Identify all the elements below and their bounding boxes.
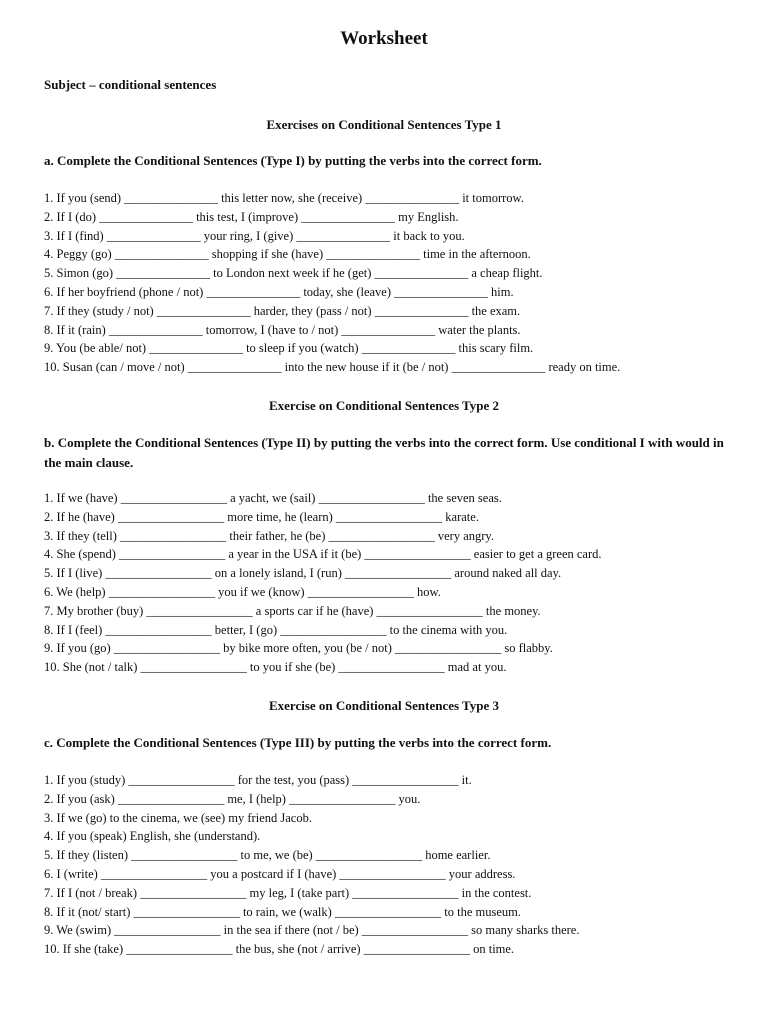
page-title: Worksheet <box>340 28 428 49</box>
exercise-item: 9. If you (go) _________________ by bike more often, you (be / not) _________________ so flabby. <box>44 641 553 656</box>
exercise-item: 5. If I (live) _________________ on a lonely island, I (run) _________________ around naked all day. <box>44 566 562 581</box>
exercise-item: 6. If her boyfriend (phone / not) _______________ today, she (leave) _______________ him. <box>44 284 514 299</box>
section-3-instruction: c. Complete the Conditional Sentences (Type III) by putting the verbs into the correct form. <box>44 735 552 750</box>
exercise-item: 8. If I (feel) _________________ better, I (go) _________________ to the cinema with you. <box>44 622 508 637</box>
exercise-item: 6. We (help) _________________ you if we (know) _________________ how. <box>44 584 441 599</box>
exercise-item: 7. If they (study / not) _______________ harder, they (pass / not) _______________ the exam. <box>44 303 521 318</box>
exercise-item: 8. If it (not/ start) _________________ to rain, we (walk) _________________ to the museum. <box>44 904 522 919</box>
exercise-item: 10. If she (take) _________________ the bus, she (not / arrive) _________________ on time. <box>44 942 515 957</box>
exercise-item: 5. If they (listen) _________________ to me, we (be) _________________ home earlier. <box>44 848 491 863</box>
exercise-item: 10. She (not / talk) _________________ to you if she (be) _________________ mad at you. <box>44 660 507 675</box>
exercise-item: 9. We (swim) _________________ in the sea if there (not / be) _________________ so many sharks there. <box>44 923 580 938</box>
exercise-item: 2. If you (ask) _________________ me, I (help) _________________ you. <box>44 791 421 806</box>
section-1-heading: Exercises on Conditional Sentences Type 1 <box>266 117 502 132</box>
exercise-item: 2. If I (do) _______________ this test, I (improve) _______________ my English. <box>44 209 459 224</box>
exercise-item: 7. If I (not / break) _________________ my leg, I (take part) _________________ in the contest. <box>44 885 532 900</box>
exercise-item: 2. If he (have) _________________ more time, he (learn) _________________ karate. <box>44 509 479 524</box>
exercise-item: 3. If I (find) _______________ your ring, I (give) _______________ it back to you. <box>44 228 465 243</box>
exercise-item: 1. If you (study) _________________ for the test, you (pass) _________________ it. <box>44 773 472 787</box>
exercise-item: 6. I (write) _________________ you a postcard if I (have) _________________ your address. <box>44 866 516 881</box>
exercise-item: 3. If they (tell) _________________ their father, he (be) _________________ very angry. <box>44 528 494 543</box>
section-3-exercise-list <box>44 771 579 959</box>
exercise-item: 4. She (spend) _________________ a year in the USA if it (be) _________________ easier to get a green card. <box>44 547 602 562</box>
exercise-item: 4. Peggy (go) _______________ shopping if she (have) _______________ time in the afternoon. <box>44 247 531 262</box>
section-3-heading: Exercise on Conditional Sentences Type 3 <box>268 698 500 713</box>
exercise-item: 8. If it (rain) _______________ tomorrow, I (have to / not) _______________ water the plants. <box>44 322 521 337</box>
exercise-item: 9. You (be able/ not) _______________ to sleep if you (watch) _______________ this scary film. <box>44 341 534 356</box>
exercise-item: 1. If we (have) _________________ a yacht, we (sail) _________________ the seven seas. <box>44 491 502 505</box>
section-1-exercise-list <box>44 189 620 377</box>
section-2-instruction: b. Complete the Conditional Sentences (Type II) by putting the verbs into the correct form. Use conditional I with would in the main clause. <box>44 435 724 470</box>
subject-line: Subject – conditional sentences <box>44 77 217 92</box>
section-1-instruction: a. Complete the Conditional Sentences (Type I) by putting the verbs into the correct form. <box>44 153 542 168</box>
exercise-item: 5. Simon (go) _______________ to London next week if he (get) _______________ a cheap flight. <box>44 266 543 281</box>
exercise-item: 10. Susan (can / move / not) _______________ into the new house if it (be / not) _______________ ready on time. <box>44 360 621 375</box>
exercise-item: 7. My brother (buy) _________________ a sports car if he (have) _________________ the money. <box>44 603 541 618</box>
exercise-item: 1. If you (send) _______________ this letter now, she (receive) _______________ it tomorrow. <box>44 191 524 205</box>
section-2-heading: Exercise on Conditional Sentences Type 2 <box>268 398 500 413</box>
exercise-item: 4. If you (speak) English, she (understand). <box>44 829 261 844</box>
section-2-exercise-list <box>44 489 602 677</box>
exercise-item: 3. If we (go) to the cinema, we (see) my friend Jacob. <box>44 810 312 825</box>
